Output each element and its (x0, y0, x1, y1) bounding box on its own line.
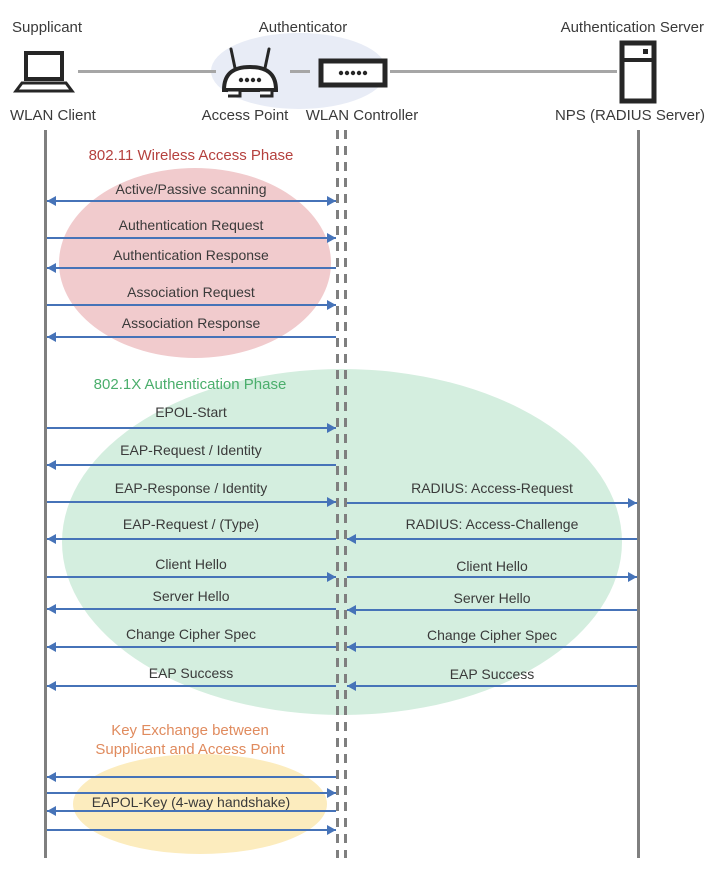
message-label: Change Cipher Spec (427, 627, 557, 643)
message-arrowhead-left (47, 196, 56, 206)
message-arrowhead-right (327, 825, 336, 835)
message-arrow-line (47, 304, 336, 306)
message-label: Authentication Response (113, 247, 269, 263)
message-label: Active/Passive scanning (115, 181, 267, 197)
message-arrowhead-left (47, 681, 56, 691)
actor-role-authentication-server: Authentication Server (560, 19, 704, 36)
actor-connector-line-0 (78, 70, 216, 73)
message-arrowhead-left (47, 642, 56, 652)
message-arrow-line (47, 200, 336, 202)
message-arrow-line (47, 829, 336, 831)
message-arrow-line (47, 501, 336, 503)
message-arrowhead-left (347, 605, 356, 615)
message-arrow-line (347, 538, 637, 540)
message-arrowhead-left (47, 263, 56, 273)
message-label: Client Hello (155, 556, 227, 572)
message-arrow-line (347, 685, 637, 687)
message-label: EPOL-Start (155, 404, 227, 420)
phase-title-key-exchange-line1: Key Exchange between (111, 722, 269, 739)
message-arrowhead-right (327, 233, 336, 243)
message-arrow-line (347, 609, 637, 611)
message-arrow-line (47, 464, 336, 466)
phase-title-8021x-authentication: 802.1X Authentication Phase (93, 376, 287, 393)
message-arrowhead-left (47, 772, 56, 782)
message-label: Association Response (121, 315, 261, 331)
server-icon (619, 40, 657, 104)
message-label: Association Request (127, 284, 255, 300)
message-label: Server Hello (453, 590, 531, 606)
message-arrowhead-left (47, 460, 56, 470)
message-arrow-line (47, 336, 336, 338)
message-label: Change Cipher Spec (126, 626, 256, 642)
message-arrow-line (47, 646, 336, 648)
message-label: EAP Success (449, 666, 535, 682)
message-label: EAP Success (148, 665, 234, 681)
message-arrowhead-left (47, 604, 56, 614)
actor-connector-line-1 (290, 70, 310, 73)
message-arrow-line (347, 502, 637, 504)
message-arrowhead-left (347, 534, 356, 544)
message-arrow-line (47, 608, 336, 610)
message-arrowhead-left (47, 534, 56, 544)
device-label-access-point: Access Point (201, 107, 289, 124)
message-arrowhead-left (347, 681, 356, 691)
message-arrowhead-right (327, 196, 336, 206)
message-arrowhead-left (47, 332, 56, 342)
phase-title-key-exchange-line2: Supplicant and Access Point (95, 741, 285, 758)
actor-connector-line-2 (390, 70, 617, 73)
laptop-icon (12, 50, 76, 94)
message-label: RADIUS: Access-Challenge (405, 516, 579, 532)
phase-title-80211-wireless-access: 802.11 Wireless Access Phase (88, 147, 294, 164)
message-arrow-line (47, 538, 336, 540)
message-label: Authentication Request (118, 217, 264, 233)
message-arrowhead-right (327, 300, 336, 310)
phase-title-key-exchange (30, 721, 350, 759)
message-label: Client Hello (456, 558, 528, 574)
message-arrow-line (347, 576, 637, 578)
message-arrow-line (47, 685, 336, 687)
actor-role-authenticator: Authenticator (258, 19, 348, 36)
message-label: Server Hello (152, 588, 230, 604)
device-label-nps-radius-server: NPS (RADIUS Server) (554, 107, 705, 124)
message-label: EAP-Response / Identity (114, 480, 268, 496)
message-arrowhead-left (347, 642, 356, 652)
message-arrow-line (347, 646, 637, 648)
message-arrowhead-right (628, 498, 637, 508)
device-label-wlan-controller: WLAN Controller (305, 107, 419, 124)
message-label: EAP-Request / (Type) (122, 516, 260, 532)
access-point-icon (218, 46, 282, 102)
message-arrow-line (47, 810, 336, 812)
device-label-wlan-client: WLAN Client (10, 107, 96, 124)
message-arrowhead-right (327, 423, 336, 433)
message-label: EAP-Request / Identity (120, 442, 262, 458)
wlan-controller-icon (318, 58, 388, 88)
message-arrow-line (47, 576, 336, 578)
message-label: RADIUS: Access-Request (411, 480, 573, 496)
message-arrow-line (47, 267, 336, 269)
message-arrow-line (47, 237, 336, 239)
message-arrow-line (47, 776, 336, 778)
actor-role-supplicant: Supplicant (12, 19, 83, 36)
message-arrow-line (47, 427, 336, 429)
message-arrowhead-right (327, 497, 336, 507)
annotation-label: EAPOL-Key (4-way handshake) (91, 794, 291, 810)
phase-ellipse-1 (62, 369, 622, 715)
